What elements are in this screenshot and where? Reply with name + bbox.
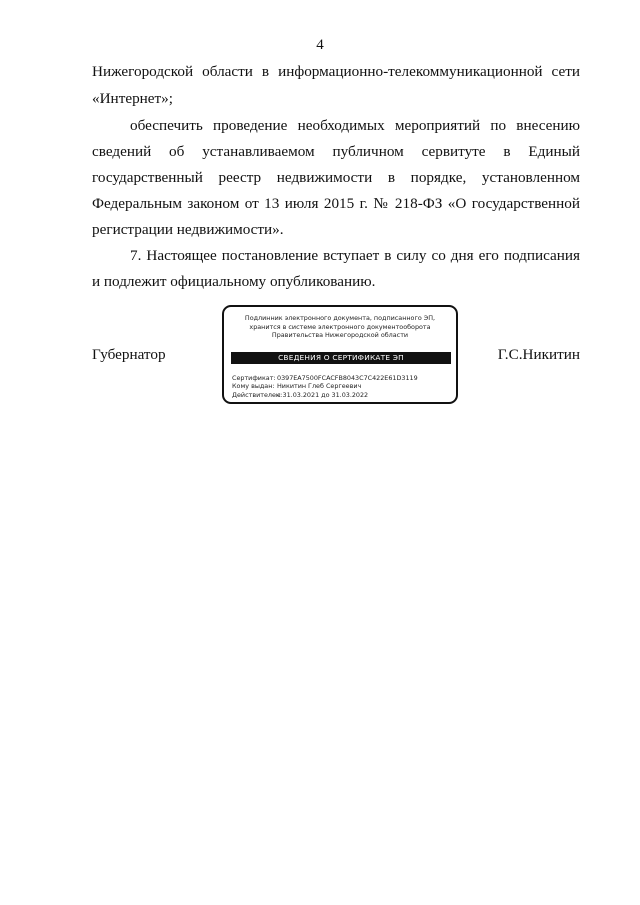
body-text-line: государственный реестр недвижимости в порядке, установленном bbox=[92, 169, 580, 186]
body-text-line: сведений об устанавливаемом публичном сервитуте в Единый bbox=[92, 143, 580, 160]
stamp-header-line: Подлинник электронного документа, подписанного ЭП, bbox=[244, 314, 436, 322]
page-number: 4 bbox=[316, 37, 324, 53]
stamp-value: 0397EA7500FCACFB8043C7C422E61D3119 bbox=[277, 374, 418, 382]
stamp-label: Действителен: bbox=[232, 390, 283, 399]
stamp-value: с 31.03.2021 до 31.03.2022 bbox=[277, 390, 369, 399]
body-text-line: регистрации недвижимости». bbox=[92, 221, 284, 238]
stamp-header-line: Правительства Нижегородской области bbox=[271, 331, 409, 340]
stamp-row-certificate bbox=[232, 374, 418, 382]
stamp-certificate-info bbox=[232, 374, 418, 399]
stamp-row-issued-to bbox=[232, 382, 418, 390]
stamp-label: Кому выдан: bbox=[232, 382, 275, 391]
stamp-header-line: хранится в системе электронного документооборота bbox=[249, 322, 431, 331]
body-text-line: обеспечить проведение необходимых мероприятий по внесению bbox=[130, 117, 580, 134]
stamp-header bbox=[224, 314, 456, 340]
signatory-name: Г.С.Никитин bbox=[497, 346, 580, 363]
stamp-value: Никитин Глеб Сергеевич bbox=[277, 382, 362, 391]
body-text-line: «Интернет»; bbox=[92, 90, 173, 107]
stamp-title: СВЕДЕНИЯ О СЕРТИФИКАТЕ ЭП bbox=[231, 352, 451, 364]
stamp-row-validity bbox=[232, 391, 418, 399]
signatory-position: Губернатор bbox=[92, 346, 166, 363]
body-text-line: и подлежит официальному опубликованию. bbox=[92, 273, 376, 290]
electronic-signature-stamp bbox=[222, 305, 458, 404]
stamp-label: Сертификат: bbox=[232, 374, 276, 382]
body-text-line: Федеральным законом от 13 июля 2015 г. № 218-ФЗ «О государственной bbox=[92, 195, 580, 212]
body-text-line: Нижегородской области в информационно-телекоммуникационной сети bbox=[92, 63, 580, 80]
body-text-line: 7. Настоящее постановление вступает в силу со дня его подписания bbox=[130, 247, 580, 264]
